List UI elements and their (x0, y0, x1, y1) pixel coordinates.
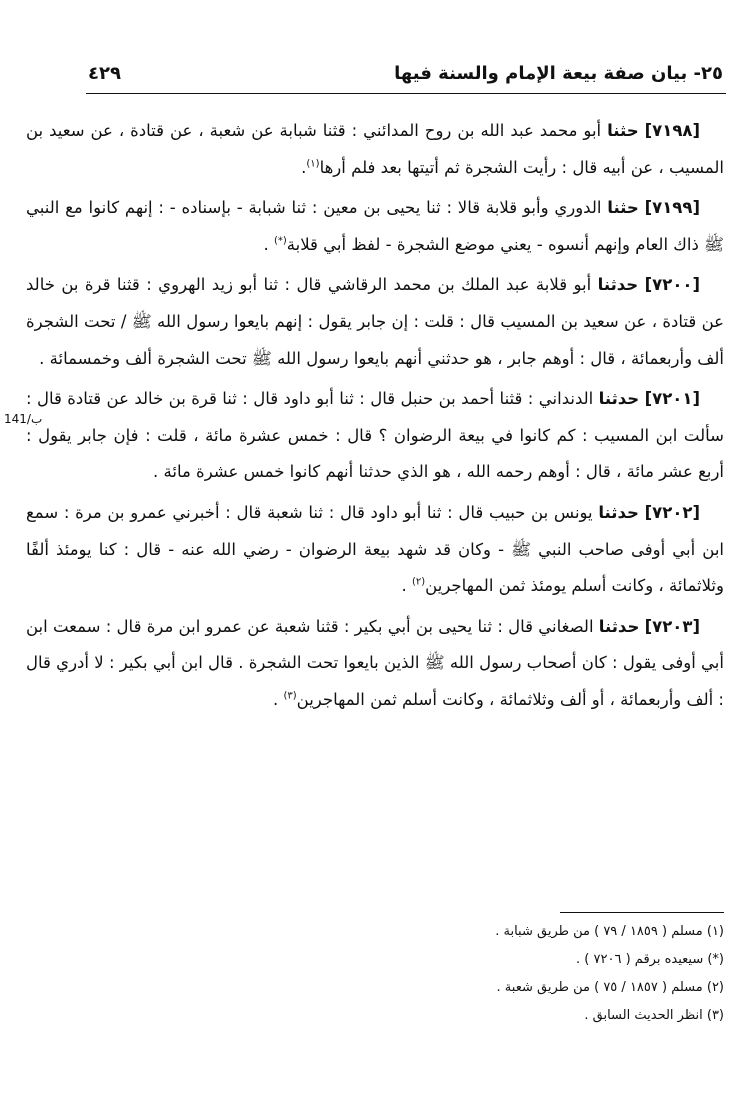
hadith-number: [٧٢٠٢] (644, 502, 701, 522)
hadith-text: أبو محمد عبد الله بن روح المدائني : قثنا شبابة عن شعبة ، عن قتادة ، عن سعيد بن المسيب ، عن أبيه قال : رأيت الشجرة ثم أتيتها بعد فلم أرها (26, 121, 724, 177)
footnote-ref: (١) (306, 158, 320, 170)
hadith-tail: . (301, 157, 307, 177)
footnotes (120, 918, 724, 1030)
hadith-7201 (26, 381, 724, 491)
hadith-7199 (26, 190, 724, 263)
hadith-text: الصغاني قال : ثنا يحيى بن أبي بكير : قثنا شعبة عن عمرو ابن مرة قال : سمعت ابن أبي أوفى يقول : كان أصحاب رسول الله ﷺ الذين بايعوا تحت الشجرة . قال ابن أبي بكير : لا أدري قال : ألف وأربعمائة ، أو ألف وثلاثمائة ، وكانت أسلم ثمن المهاجرين (26, 616, 724, 709)
hadith-tail: . (272, 689, 284, 709)
footnote-3: (٣) انظر الحديث السابق . (584, 1008, 724, 1023)
hadith-text: يونس بن حبيب قال : ثنا أبو داود قال : ثنا شعبة قال : أخبرني عمرو بن مرة : سمع ابن أبي أوفى صاحب النبي ﷺ - وكان قد شهد بيعة الرضوان - رضي الله عنه - قال : كنا يومئذ ألفًا وثلاثمائة ، وكانت أسلم يومئذ ثمن المهاجرين (26, 502, 724, 596)
hadith-text: الدنداني : قثنا أحمد بن حنبل قال : ثنا أبو داود قال : ثنا قرة بن خالد عن قتادة قال : سألت ابن المسيب : كم كانوا في بيعة الرضوان ؟ قال : خمس عشرة مائة ، قلت : فإن جابر يقول : أربع عشر مائة ، قال : أوهم رحمه الله ، هو الذي حدثنا أنهم كانوا خمس عشرة مائة . (26, 389, 724, 482)
hadith-lead: حدثنا (598, 616, 640, 636)
footnote-ref: (٢) (411, 576, 426, 588)
chapter-title: ٢٥- بيان صفة بيعة الإمام والسنة فيها (394, 62, 723, 84)
hadith-7203 (26, 609, 724, 719)
main-text (26, 113, 724, 723)
manuscript-folio-marker: ب/141 (4, 412, 43, 426)
hadith-text: الدوري وأبو قلابة قالا : ثنا يحيى بن معين : ثنا شبابة - بإسناده - : إنهم كانوا مع النبي ﷺ ذاك العام وإنهم أنسوه - يعني موضع الشجرة - لفظ أبي قلابة (26, 198, 724, 254)
footnote-rule (560, 912, 724, 913)
hadith-lead: حدثنا (597, 275, 639, 295)
header-rule (86, 93, 726, 94)
footnote-2: (٢) مسلم ( ١٨٥٧ / ٧٥ ) من طريق شعبة . (496, 980, 724, 995)
running-header (88, 58, 723, 88)
hadith-number: [٧٢٠٠] (644, 275, 701, 295)
hadith-number: [٧١٩٨] (644, 121, 701, 140)
hadith-lead: حثنا (607, 198, 639, 218)
footnote-ref: (٣) (283, 690, 297, 702)
hadith-tail: . (263, 234, 274, 254)
hadith-number: [٧٢٠٣] (644, 616, 700, 636)
footnote-1: (١) مسلم ( ١٨٥٩ / ٧٩ ) من طريق شبابة . (495, 924, 724, 939)
footnote-star: (*) سيعيده برقم ( ٧٢٠٦ ) . (576, 952, 724, 967)
page-number: ٤٢٩ (88, 62, 121, 84)
hadith-7202 (26, 495, 724, 605)
hadith-lead: حدثنا (598, 389, 640, 409)
hadith-number: [٧٢٠١] (644, 389, 700, 409)
hadith-lead: حثنا (607, 121, 639, 140)
hadith-tail: . (401, 576, 412, 596)
hadith-7198 (26, 113, 724, 186)
footnote-ref: (*) (273, 235, 287, 247)
hadith-7200 (26, 267, 724, 377)
hadith-lead: حدثنا (598, 502, 639, 522)
hadith-number: [٧١٩٩] (644, 198, 700, 218)
hadith-text: أبو قلابة عبد الملك بن محمد الرقاشي قال : ثنا أبو زيد الهروي : قثنا قرة بن خالد عن قتادة ، عن سعيد بن المسيب قال : قلت : إن جابر يقول : إنهم بايعوا رسول الله ﷺ / تحت الشجرة ألف وأربعمائة ، قال : أوهم جابر ، هو حدثني أنهم بايعوا رسول الله ﷺ تحت الشجرة ألف وخمسمائة . (26, 275, 724, 368)
